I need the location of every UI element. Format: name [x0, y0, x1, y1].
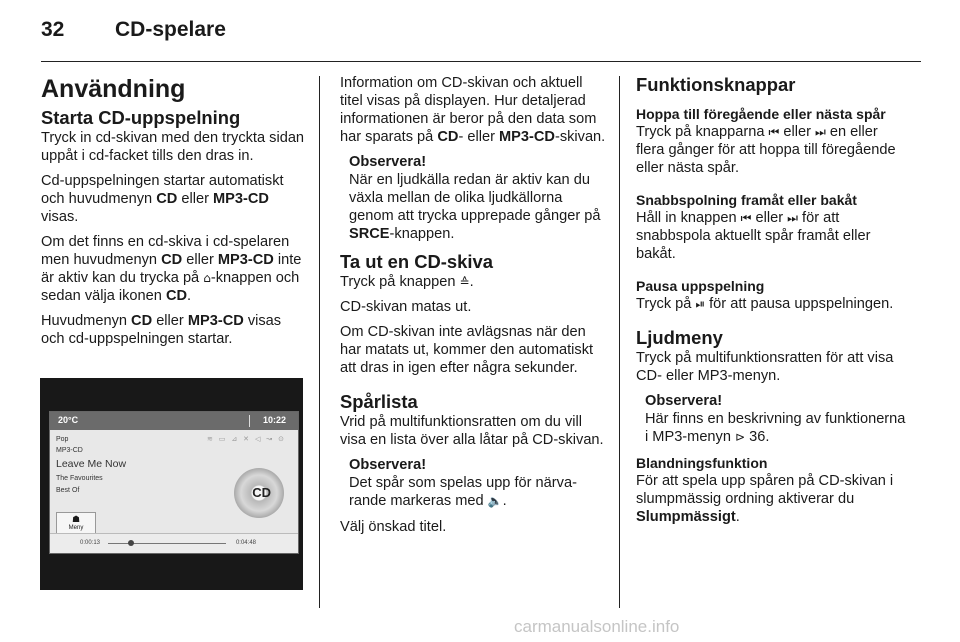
- genre: Pop: [56, 436, 69, 443]
- column-1: [41, 74, 306, 355]
- section-title: Användning: [41, 75, 186, 103]
- paragraph: CD-skivan matas ut.: [340, 299, 472, 315]
- paragraph: Tryck in cd-skivan med den tryckta sidan uppåt i cd-facket tills den dras in.: [41, 130, 305, 164]
- status-icons: ≋ ▭ ⊿ ✕ ◁ ↝ ⊙: [207, 436, 286, 443]
- clock: 10:22: [262, 415, 286, 425]
- column-3: [636, 74, 906, 533]
- next-track-icon: ⏭: [815, 125, 826, 139]
- column-2: [340, 74, 608, 543]
- menu-button[interactable]: ☗ Meny: [56, 512, 96, 540]
- source: MP3-CD: [56, 447, 83, 454]
- paragraph: Tryck på knapparna ⏮ eller ⏭ en eller flera gånger för att hoppa till föregående eller nästa spår.: [636, 124, 896, 176]
- paragraph: Vrid på multifunktionsratten om du vill visa en lista över alla låtar på CD-skivan.: [340, 414, 604, 448]
- page-number: 32: [41, 18, 65, 41]
- menu-icon: ☗: [71, 514, 81, 524]
- column-divider-1: [319, 76, 320, 608]
- subsection-audio-menu: Ljudmeny: [636, 327, 723, 348]
- temperature: 20°C: [58, 415, 79, 425]
- paragraph: Cd-uppspelningen startar automatiskt och huvudmenyn CD eller MP3-CD visas.: [41, 173, 284, 225]
- sub-heading: Pausa uppspelning: [636, 278, 765, 294]
- column-divider-2: [619, 76, 620, 608]
- page-reference-icon: ⊳: [735, 430, 746, 444]
- note: Observera! Här finns en beskrivning av funktionerna i MP3-menyn ⊳ 36.: [645, 393, 906, 445]
- album: Best Of: [56, 487, 80, 494]
- paragraph: Tryck på ⏯ för att pausa uppspelningen.: [636, 296, 894, 312]
- paragraph: Huvudmenyn CD eller MP3-CD visas och cd-uppspelningen startar.: [41, 313, 282, 347]
- paragraph: Om CD-skivan inte avlägsnas när den har matats ut, kommer den automatiskt att dras in igen efter några sekunder.: [340, 324, 594, 376]
- sub-heading: Blandningsfunktion: [636, 455, 768, 471]
- progress-bar: [50, 533, 298, 553]
- paragraph: Om det finns en cd-skiva i cd-spelaren men huvudmenyn CD eller MP3-CD inte är aktiv kan du trycka på ⌂-knappen och sedan välja ikonen CD.: [41, 234, 302, 304]
- sub-heading: Snabbspolning framåt eller bakåt: [636, 192, 857, 208]
- subsection-track-list: Spårlista: [340, 391, 418, 412]
- paragraph: Information om CD-skivan och aktuell titel visas på displayen. Hur detaljerad informationen är beror på den data som har sparats på CD- eller MP3-CD-skivan.: [340, 75, 606, 145]
- speaker-icon: 🔈: [487, 494, 503, 508]
- disc-label: CD: [252, 485, 271, 500]
- paragraph: För att spela upp spåren på CD-skivan i slumpmässig ordning aktiverar du Slumpmässigt.: [636, 473, 894, 525]
- chapter-title: CD-spelare: [115, 18, 226, 41]
- subsection-eject: Ta ut en CD-skiva: [340, 251, 493, 272]
- paragraph: Välj önskad titel.: [340, 519, 447, 535]
- time-total: 0:04:48: [235, 540, 256, 546]
- display: [49, 411, 299, 554]
- subsection-start-playback: Starta CD-uppspelning: [41, 107, 241, 128]
- play-pause-icon: ⏯: [695, 297, 706, 311]
- next-track-icon: ⏭: [787, 211, 798, 225]
- previous-track-icon: ⏮: [768, 125, 780, 139]
- track-title: Leave Me Now: [56, 458, 127, 470]
- progress-handle: [128, 540, 134, 546]
- paragraph: Tryck på knappen ≙.: [340, 274, 474, 290]
- subsection-function-buttons: Funktionsknappar: [636, 74, 796, 95]
- previous-track-icon: ⏮: [740, 211, 752, 225]
- header-rule: [41, 61, 921, 62]
- eject-icon: ≙: [459, 275, 470, 289]
- artist: The Favourites: [56, 475, 103, 482]
- paragraph: Håll in knappen ⏮ eller ⏭ för att snabbspola aktuellt spår framåt eller bakåt.: [636, 210, 871, 262]
- time-elapsed: 0:00:13: [80, 540, 101, 546]
- status-bar: [50, 412, 298, 430]
- note: Observera! När en ljudkälla redan är aktiv kan du växla mellan de olika ljudkällorna genom att trycka upprepade gånger på SRCE-knappen.: [349, 154, 601, 242]
- watermark: carmanualsonline.info: [514, 617, 680, 636]
- note: Observera! Det spår som spelas upp för närvarande markeras med 🔈.: [349, 457, 577, 509]
- home-icon: ⌂: [203, 271, 211, 285]
- sub-heading: Hoppa till föregående eller nästa spår: [636, 106, 886, 122]
- cd-screen-illustration: [40, 378, 303, 590]
- page-header: [41, 18, 226, 42]
- paragraph: Tryck på multifunktionsratten för att visa CD- eller MP3-menyn.: [636, 350, 894, 384]
